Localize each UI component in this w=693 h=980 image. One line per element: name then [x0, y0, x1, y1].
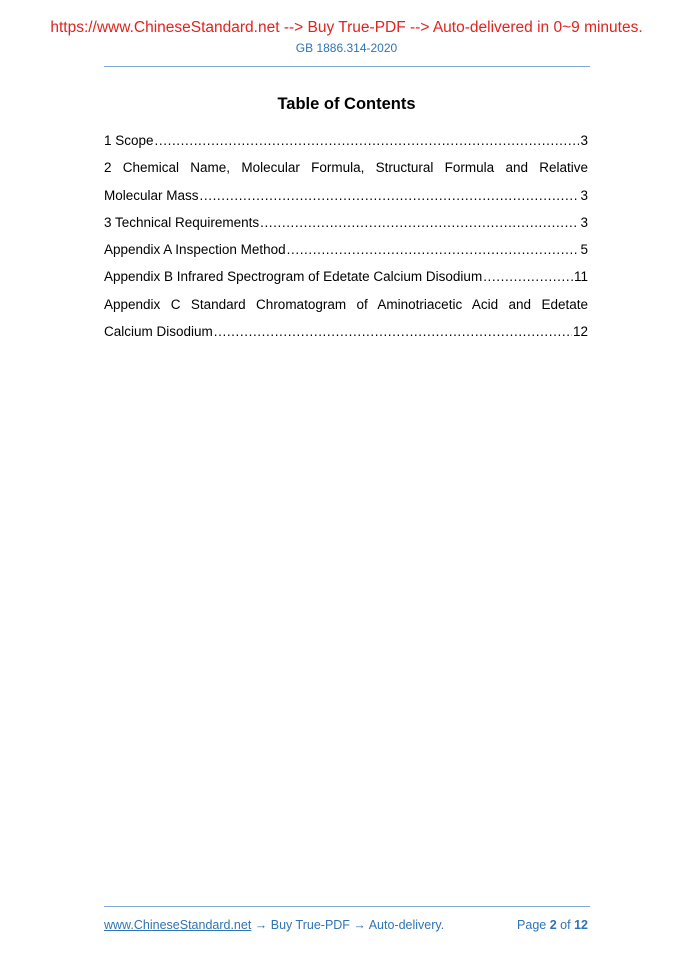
toc-leader-dots [483, 263, 573, 290]
toc-leader-dots [155, 127, 580, 154]
toc-entry-appendix-c-cont[interactable] [104, 318, 588, 345]
toc-leader-dots [287, 236, 580, 263]
toc-entry-page: 3 [580, 214, 588, 230]
footer-promo: → Buy True-PDF → Auto-delivery. [251, 918, 445, 932]
toc-entry-label: Molecular Mass [104, 187, 199, 203]
toc-entry-label: Appendix B Infrared Spectrogram of Edetate Calcium Disodium [104, 269, 483, 285]
footer-link[interactable]: www.ChineseStandard.net [104, 918, 252, 932]
page-indicator: Page 2 of 12 [517, 918, 588, 932]
toc-entry-appendix-b[interactable] [104, 263, 588, 290]
toc-entry-label: Appendix A Inspection Method [104, 242, 286, 258]
footer-rule [104, 906, 590, 907]
toc-entry-page: 11 [573, 269, 588, 285]
toc-entry-page: 3 [580, 133, 588, 148]
page-current: 2 [549, 918, 557, 932]
toc-entry-page: 3 [580, 187, 588, 203]
toc-title: Table of Contents [277, 95, 416, 113]
toc-leader-dots [214, 318, 572, 345]
toc-entry-chemical-name-cont[interactable] [104, 182, 588, 209]
top-banner[interactable]: https://www.ChineseStandard.net --> Buy True-PDF --> Auto-delivered in 0~9 minutes. [50, 19, 643, 36]
toc-entry-scope[interactable] [104, 127, 588, 154]
standard-number: GB 1886.314-2020 [295, 41, 398, 55]
toc-entry-appendix-a[interactable] [104, 236, 588, 263]
toc-leader-dots [200, 182, 580, 209]
page-total: 12 [574, 918, 588, 932]
toc-entry-label: Calcium Disodium [104, 324, 213, 340]
toc-entry-appendix-c[interactable]: Appendix C Standard Chromatogram of Aminotriacetic Acid and Edetate [104, 296, 588, 312]
table-of-contents [104, 127, 588, 345]
toc-entry-page: 12 [572, 324, 588, 340]
toc-entry-label: 3 Technical Requirements [104, 214, 260, 230]
toc-entry-chemical-name[interactable]: 2 Chemical Name, Molecular Formula, Structural Formula and Relative [104, 160, 588, 176]
toc-entry-label: 1 Scope [104, 133, 154, 148]
toc-entry-technical-requirements[interactable] [104, 209, 588, 236]
toc-entry-page: 5 [580, 242, 588, 258]
toc-leader-dots [260, 209, 579, 236]
header-rule [104, 66, 590, 67]
